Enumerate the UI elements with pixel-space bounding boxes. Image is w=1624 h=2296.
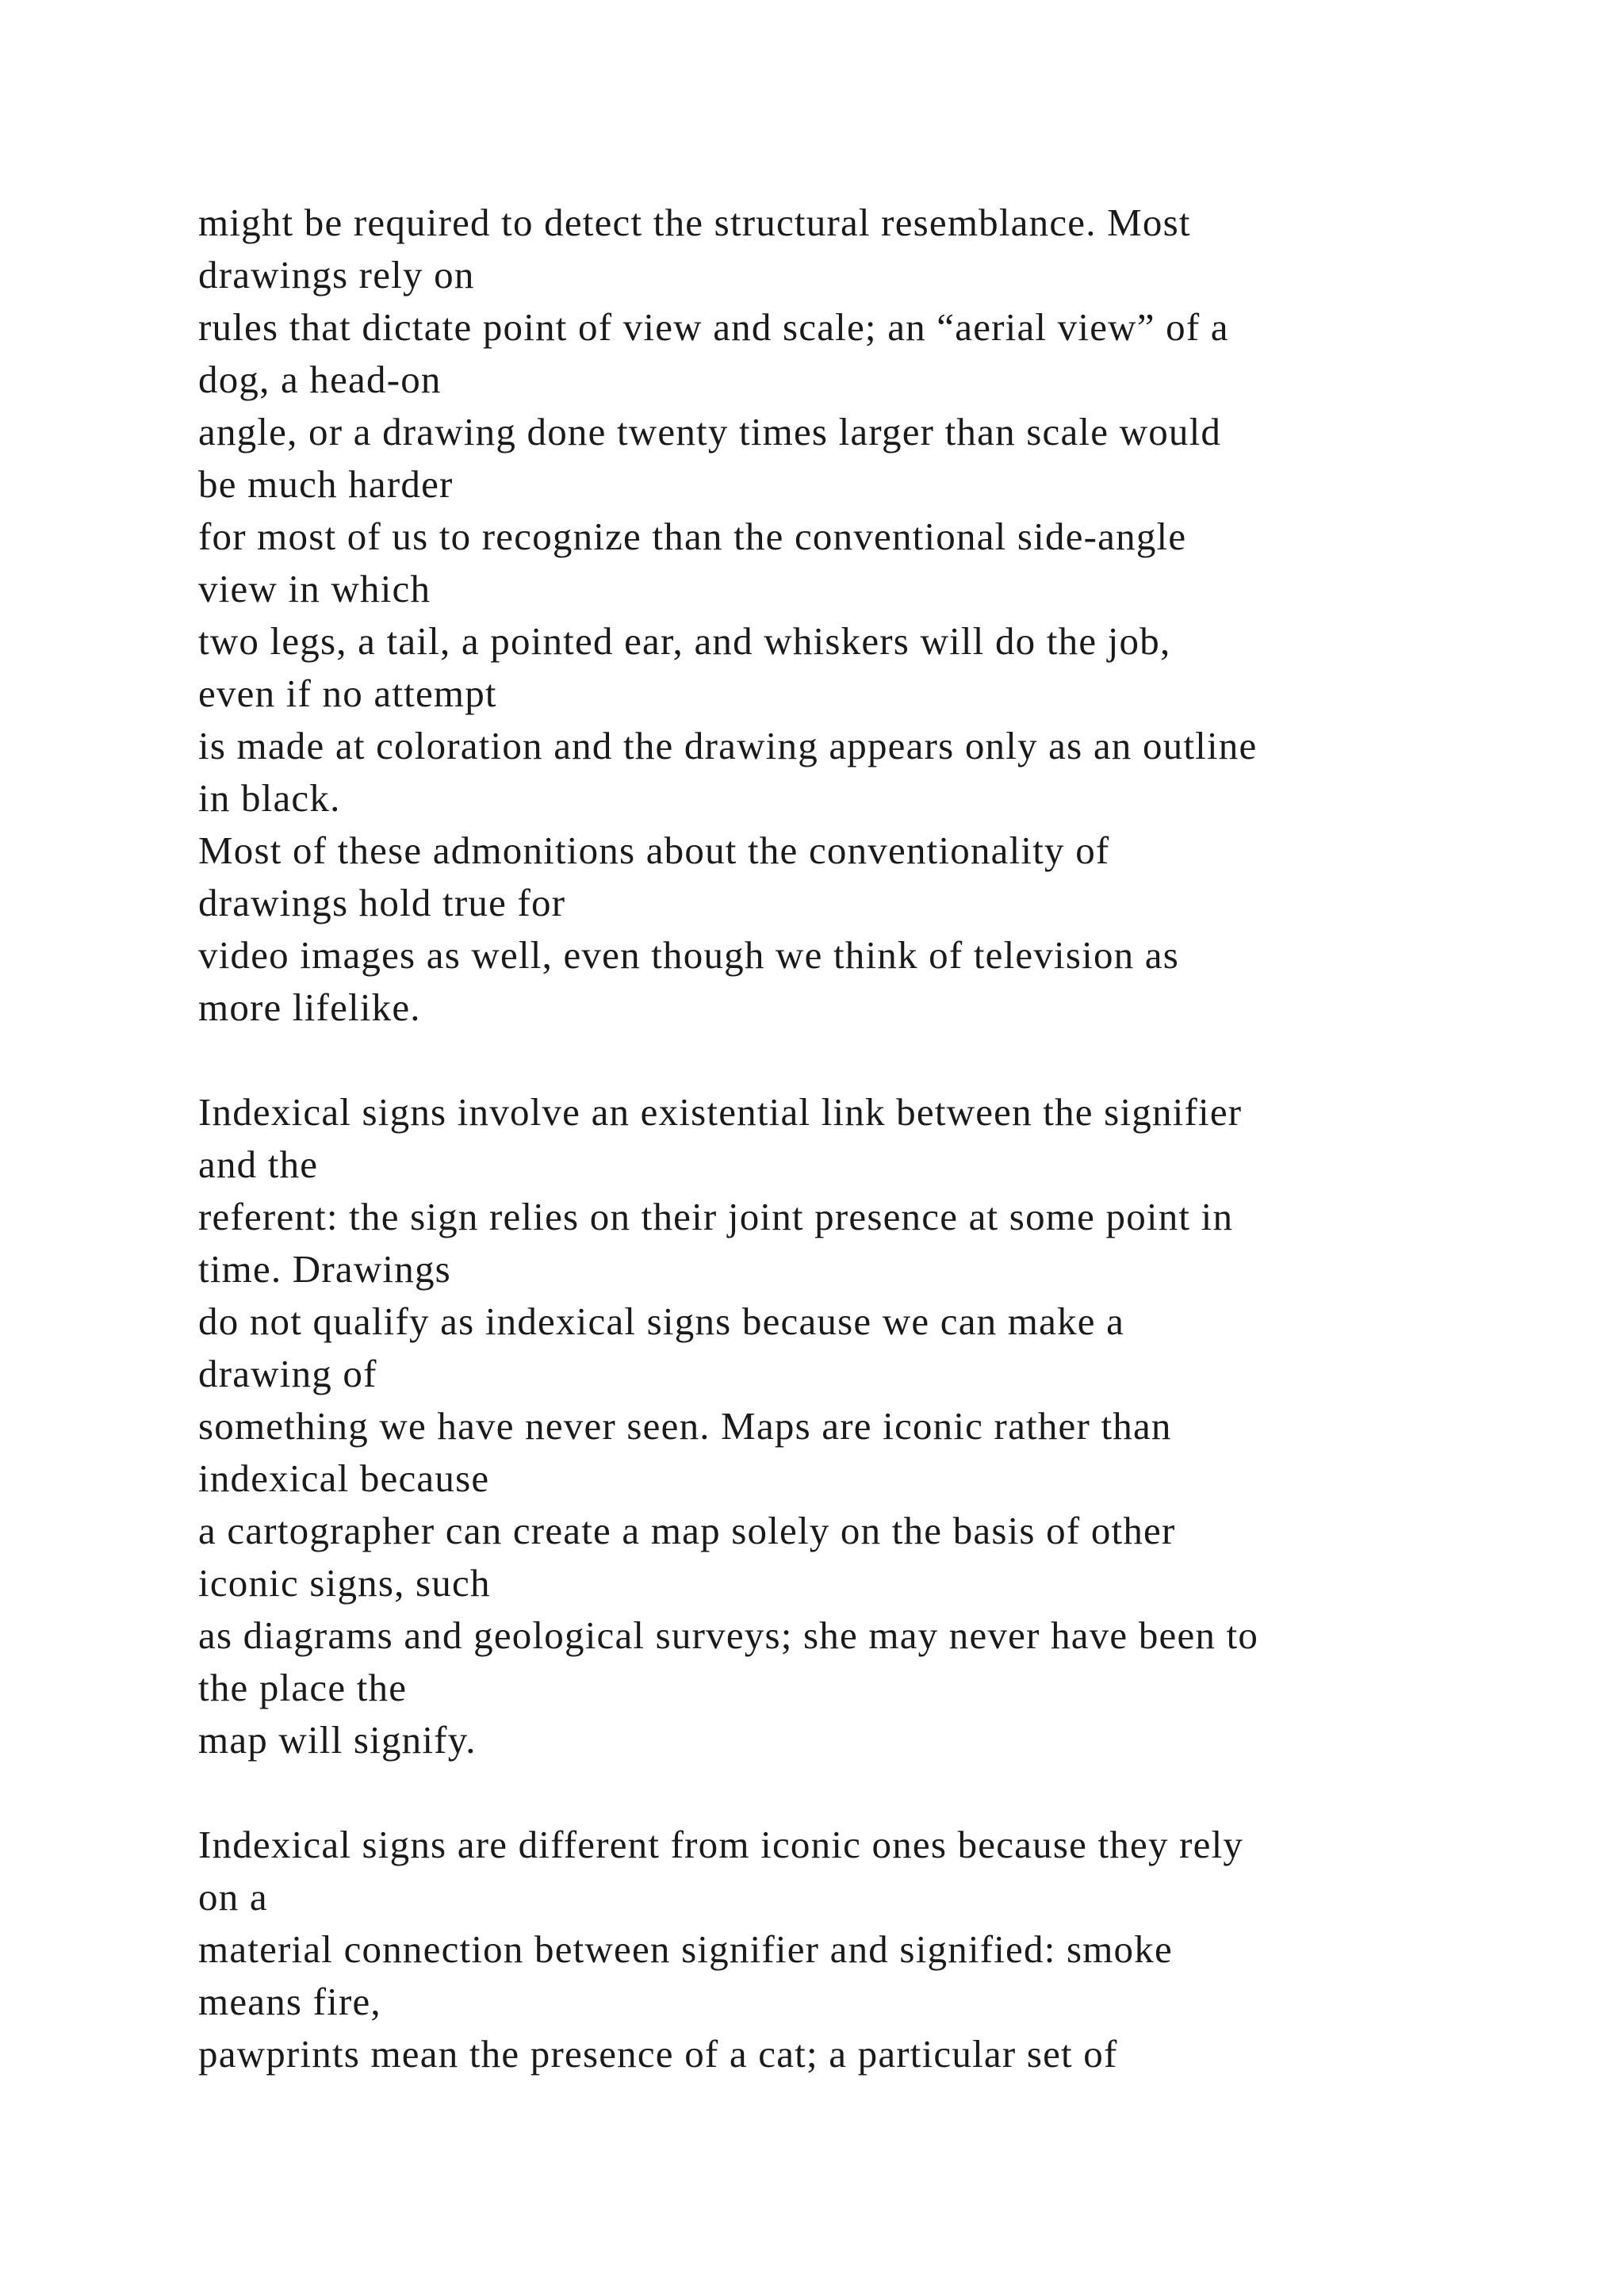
text-line: time. Drawings (198, 1247, 451, 1291)
text-line: video images as well, even though we think of television as (198, 933, 1180, 977)
text-line: more lifelike. (198, 985, 421, 1029)
text-line: iconic signs, such (198, 1561, 491, 1605)
paragraph-break (198, 1766, 1546, 1819)
text-line: drawings rely on (198, 253, 475, 297)
text-line: Most of these admonitions about the conventionality of (198, 828, 1110, 872)
text-line: be much harder (198, 462, 454, 506)
text-line: as diagrams and geological surveys; she may never have been to (198, 1613, 1259, 1657)
text-line: something we have never seen. Maps are iconic rather than (198, 1404, 1172, 1448)
text-line: even if no attempt (198, 672, 497, 715)
text-line: for most of us to recognize than the conventional side-angle (198, 515, 1187, 558)
text-line: referent: the sign relies on their joint presence at some point in (198, 1195, 1234, 1238)
text-line: the place the (198, 1666, 408, 1709)
text-line: in black. (198, 776, 341, 820)
text-line: indexical because (198, 1456, 490, 1500)
text-line: is made at coloration and the drawing appears only as an outline (198, 724, 1258, 767)
text-line: dog, a head-on (198, 358, 442, 401)
text-line: Indexical signs involve an existential link between the signifier (198, 1090, 1243, 1134)
text-line: two legs, a tail, a pointed ear, and whiskers will do the job, (198, 619, 1171, 663)
text-line: rules that dictate point of view and scale; an “aerial view” of a (198, 305, 1229, 349)
paragraph-break (198, 1034, 1546, 1086)
text-line: material connection between signifier and signified: smoke (198, 1927, 1173, 1971)
text-line: angle, or a drawing done twenty times larger than scale would (198, 410, 1222, 453)
text-line: do not qualify as indexical signs because we can make a (198, 1299, 1125, 1343)
text-line: and the (198, 1142, 319, 1186)
text-line: pawprints mean the presence of a cat; a particular set of (198, 2032, 1118, 2076)
text-line: a cartographer can create a map solely on the basis of other (198, 1509, 1176, 1552)
text-line: drawing of (198, 1352, 377, 1395)
text-line: means fire, (198, 1980, 381, 2023)
text-line: Indexical signs are different from iconic ones because they rely (198, 1823, 1244, 1866)
text-line: on a (198, 1875, 268, 1919)
text-line: might be required to detect the structural resemblance. Most (198, 201, 1191, 244)
text-line: map will signify. (198, 1718, 477, 1762)
text-line: view in which (198, 567, 431, 610)
text-line: drawings hold true for (198, 881, 566, 924)
body-text (198, 197, 1546, 2080)
